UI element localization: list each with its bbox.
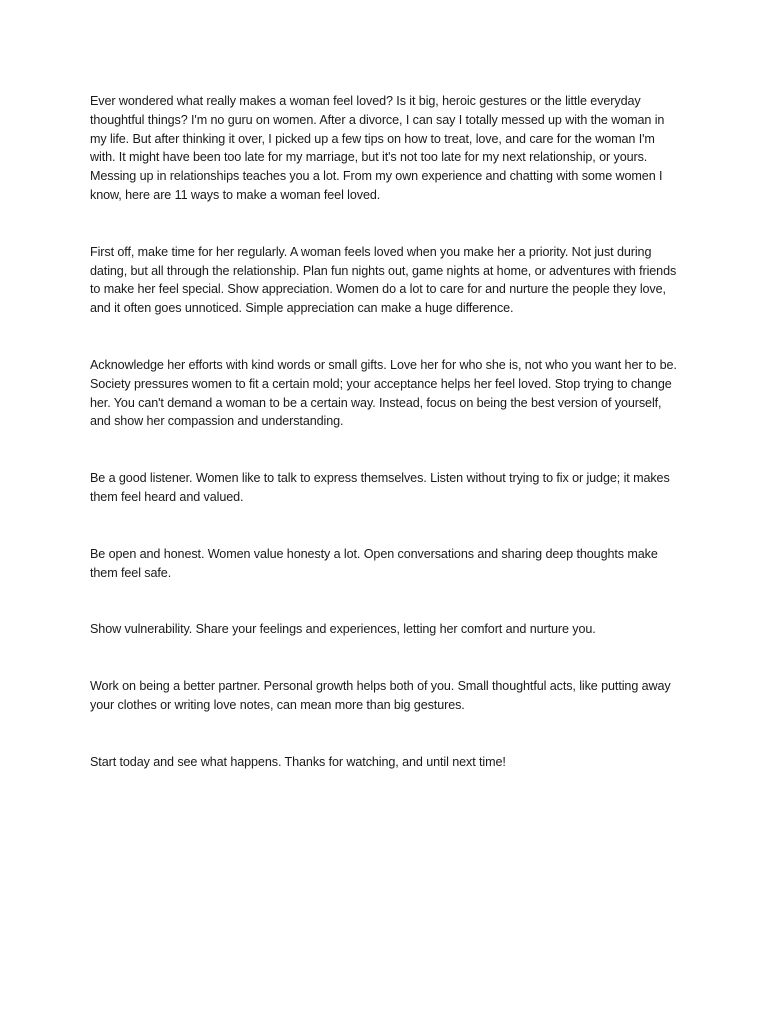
paragraph-make-time: First off, make time for her regularly. A woman feels loved when you make her a priority. Not just during dating, but all through the relationship. Plan fun nights out, game nights at home, or adventures with friends to make her feel special. Show appreciation. Women do a lot to care for and nurture the people they love, and it often goes unnoticed. Simple appreciation can make a huge difference. — [90, 244, 677, 316]
paragraph-better-partner: Work on being a better partner. Personal growth helps both of you. Small thoughtful acts, like putting away your clothes or writing love notes, can mean more than big gestures. — [90, 679, 671, 712]
paragraph-vulnerability: Show vulnerability. Share your feelings and experiences, letting her comfort and nurture you. — [90, 622, 596, 637]
paragraph-intro: Ever wondered what really makes a woman feel loved? Is it big, heroic gestures or the little everyday thoughtful things? I'm no guru on women. After a divorce, I can say I totally messed up with the woman in my life. But after thinking it over, I picked up a few tips on how to treat, love, and care for the woman I'm with. It might have been too late for my marriage, but it's not too late for my next relationship, or yours. Messing up in relationships teaches you a lot. From my own experience and chatting with some women I know, here are 11 ways to make a woman feel loved. — [90, 94, 665, 202]
paragraph-listener: Be a good listener. Women like to talk to express themselves. Listen without trying to fix or judge; it makes them feel heard and valued. — [90, 471, 670, 504]
paragraph-honest: Be open and honest. Women value honesty a lot. Open conversations and sharing deep thoughts make them feel safe. — [90, 546, 658, 580]
paragraph-closing: Start today and see what happens. Thanks for watching, and until next time! — [90, 754, 506, 769]
paragraph-acknowledge: Acknowledge her efforts with kind words or small gifts. Love her for who she is, not who you want her to be. Society pressures women to fit a certain mold; your acceptance helps her feel loved. Stop trying to change her. You can't demand a woman to be a certain way. Instead, focus on being the best version of yourself, and show her compassion and understanding. — [90, 357, 677, 429]
document-body — [90, 92, 680, 772]
